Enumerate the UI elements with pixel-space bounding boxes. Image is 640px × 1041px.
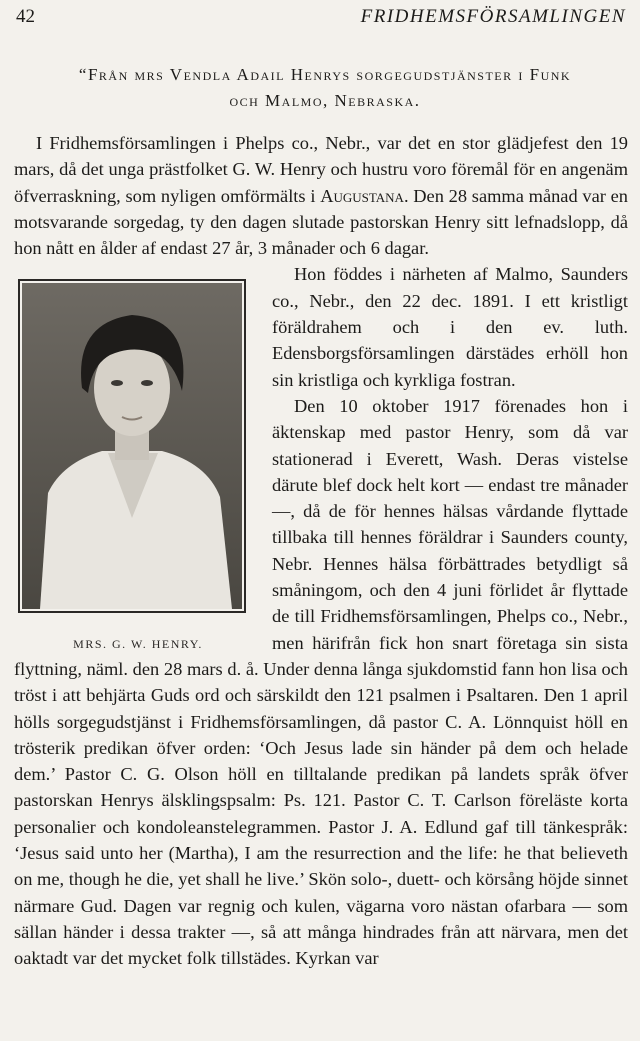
figure-caption: MRS. G. W. HENRY. bbox=[73, 637, 203, 652]
paragraph-3: Den 10 oktober 1917 förenades hon i äktenskap med pastor Henry, som då var stationerad i Everett, Wash. Deras vistelse därute blef dock helt kort — endast tre månader —, då de för hennes hälsas vårdande flyttade tillbaka till hennes föräldrar i Saunders county, Nebr. Hennes hälsa förbättrades betydligt så småningom, och den 4 juni förlidet år flyttade de till Fridhemsförsamlingen, Phelps co., Nebr., men härifrån fick hon snart företaga sin sista flyttning, näml. den 28 mars d. å. Under denna långa sjukdomstid fann hon lisa och tröst i att behjärta Guds ord och särskildt den 121 psalmen i Psaltaren. Den 1 april hölls sorgegudstjänst i Fridhemsförsamlingen, då pastor C. A. Lönnquist höll en trösterik predikan öfver orden: ‘Och Jesus lade sin händer på dem och helade dem.’ Pastor C. G. Olson höll en tilltalande predikan på landets språk öfver pastorskan Henrys älsklingspsalm: Ps. 121. Pastor C. T. Carlson föreläste korta personalier och kondoleanstelegrammen. Pastor J. A. Edlund gaf till tänkespråk: ‘Jesus said unto her (Martha), I am the resurrection and the life: he that believeth on me, though he die, yet shall he live.’ Skön solo-, duett- och körsång höjde sinnet närmare Gud. Dagen var regnig och kulen, vägarna voro nästan ofarbara — som sällan händer i dessa trakter —, så att många hindrades från att närvara, men det oaktadt var det mycket folk tillstädes. Kyrkan var bbox=[14, 395, 628, 969]
portrait-photo bbox=[22, 283, 242, 609]
article-body bbox=[14, 130, 628, 972]
paragraph-2: Hon föddes i närheten af Malmo, Saunders co., Nebr., den 22 dec. 1891. I ett kristligt föräldrahem och i den ev. luth. Edensborgsförsamlingen därstädes erhöll hon sin kristliga och kyrkliga fostran. bbox=[272, 264, 628, 390]
running-head: FRIDHEMSFÖRSAMLINGEN bbox=[360, 6, 626, 27]
title-line-2: och Malmo, Nebraska. bbox=[229, 91, 421, 110]
article-title bbox=[20, 62, 630, 114]
page-number: 42 bbox=[16, 6, 35, 27]
paragraph-1 bbox=[14, 130, 628, 261]
paragraph-1-text-b: . Den 28 samma månad var en motsvarande sorgedag, ty den dagen slutade pastorskan Henry sitt lefnadslopp, då hon nått en ålder af endast 27 år, 3 månader och 6 dagar. bbox=[14, 185, 628, 259]
portrait-figure bbox=[14, 261, 262, 652]
portrait-frame bbox=[18, 279, 246, 613]
title-line-1: “Från mrs Vendla Adail Henrys sorgegudstjänster i Funk bbox=[78, 65, 572, 84]
paragraph-1-text-a: I Fridhemsförsamlingen i Phelps co., Nebr., var det en stor glädjefest den 19 mars, då det unga prästfolket G. W. Henry och hustru voro föremål för en angenäm öfverraskning, som nyligen omförmälts i bbox=[14, 133, 628, 206]
magazine-name: Augustana bbox=[320, 185, 404, 206]
page-header bbox=[16, 6, 626, 30]
